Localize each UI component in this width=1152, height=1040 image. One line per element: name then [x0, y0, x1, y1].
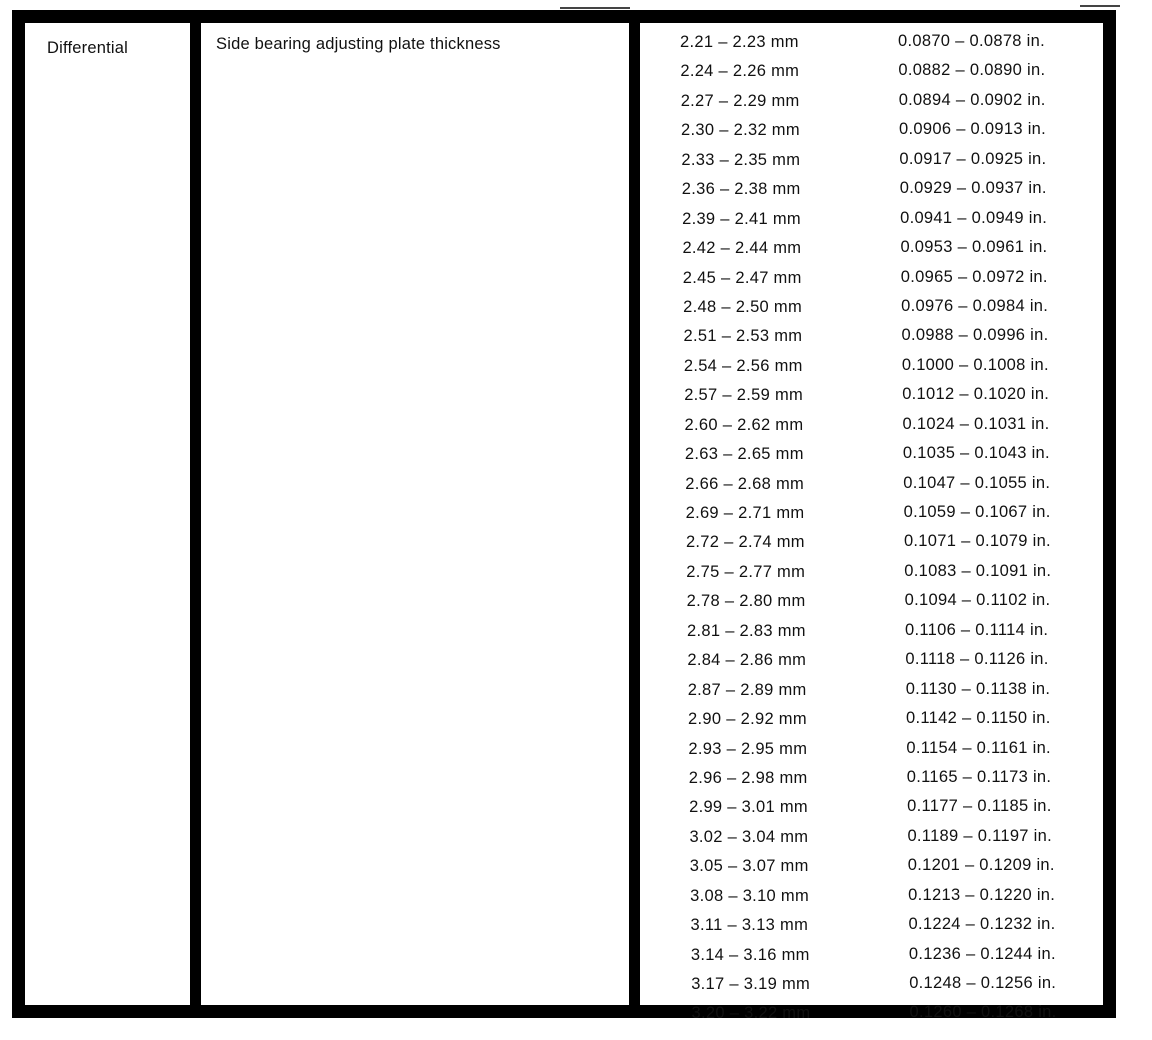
- thickness-inch: 0.1106 – 0.1114 in.: [905, 620, 1049, 639]
- thickness-mm: 2.69 – 2.71 mm: [685, 504, 805, 522]
- thickness-mm: 2.36 – 2.38 mm: [681, 180, 801, 199]
- thickness-inch: 0.1142 – 0.1150 in.: [906, 709, 1051, 728]
- values-list: [640, 29, 1103, 1030]
- value-row: [645, 471, 1108, 500]
- thickness-mm: 2.81 – 2.83 mm: [687, 621, 806, 640]
- thickness-inch: 0.1059 – 0.1067 in.: [903, 503, 1051, 521]
- thickness-mm: 2.33 – 2.35 mm: [681, 150, 801, 169]
- thickness-inch: 0.1000 – 0.1008 in.: [901, 355, 1049, 374]
- thickness-inch: 0.1177 – 0.1185 in.: [907, 797, 1052, 816]
- thickness-inch: 0.1165 – 0.1173 in.: [906, 767, 1052, 786]
- value-row: [641, 88, 1104, 117]
- thickness-inch: 0.1035 – 0.1043 in.: [902, 444, 1050, 463]
- thickness-mm: 2.21 – 2.23 mm: [680, 33, 799, 51]
- value-row: [650, 853, 1113, 882]
- value-row: [646, 529, 1109, 558]
- thickness-inch: 0.1024 – 0.1031 in.: [902, 414, 1050, 433]
- value-row: [643, 294, 1106, 323]
- value-row: [644, 323, 1107, 352]
- thickness-mm: 2.96 – 2.98 mm: [688, 768, 808, 787]
- thickness-inch: 0.1012 – 0.1020 in.: [902, 385, 1050, 404]
- thickness-inch: 0.1213 – 0.1220 in.: [908, 885, 1056, 904]
- thickness-mm: 2.57 – 2.59 mm: [684, 386, 804, 405]
- thickness-inch: 0.1189 – 0.1197 in.: [907, 826, 1052, 845]
- thickness-inch: 0.1047 – 0.1055 in.: [903, 473, 1051, 492]
- thickness-mm: 2.66 – 2.68 mm: [685, 474, 805, 493]
- thickness-inch: 0.1236 – 0.1244 in.: [908, 944, 1056, 963]
- value-row: [641, 117, 1104, 146]
- item-label: Side bearing adjusting plate thickness: [216, 35, 501, 53]
- value-row: [648, 736, 1111, 765]
- value-row: [647, 618, 1110, 647]
- value-row: [640, 58, 1103, 87]
- thickness-mm: 2.60 – 2.62 mm: [684, 415, 804, 434]
- thickness-mm: 2.75 – 2.77 mm: [686, 562, 806, 581]
- value-row: [646, 500, 1109, 529]
- value-row: [649, 824, 1112, 853]
- thickness-mm: 3.02 – 3.04 mm: [689, 827, 809, 846]
- thickness-mm: 2.78 – 2.80 mm: [686, 592, 806, 611]
- thickness-mm: 2.72 – 2.74 mm: [685, 533, 805, 552]
- component-label: Differential: [47, 39, 128, 57]
- thickness-inch: 0.0953 – 0.0961 in.: [900, 238, 1048, 257]
- value-row: [650, 883, 1113, 912]
- thickness-inch: 0.0870 – 0.0878 in.: [898, 32, 1045, 50]
- value-row: [644, 353, 1107, 382]
- thickness-mm: 2.87 – 2.89 mm: [687, 680, 807, 699]
- thickness-mm: 2.24 – 2.26 mm: [680, 62, 800, 81]
- value-row: [640, 29, 1103, 58]
- value-row: [644, 382, 1107, 411]
- scan-mark: [1080, 5, 1120, 7]
- thickness-mm: 2.27 – 2.29 mm: [680, 91, 800, 110]
- thickness-inch: 0.1118 – 0.1126 in.: [905, 650, 1049, 669]
- thickness-inch: 0.0894 – 0.0902 in.: [898, 90, 1046, 109]
- value-row: [652, 1000, 1115, 1029]
- thickness-mm: 2.51 – 2.53 mm: [683, 327, 803, 346]
- thickness-inch: 0.1071 – 0.1079 in.: [903, 532, 1051, 551]
- thickness-mm: 3.20 – 3.22 mm: [691, 1004, 811, 1023]
- thickness-mm: 2.63 – 2.65 mm: [684, 445, 804, 464]
- thickness-mm: 2.54 – 2.56 mm: [683, 356, 803, 375]
- value-row: [645, 441, 1108, 470]
- value-row: [648, 706, 1111, 735]
- value-row: [647, 588, 1110, 617]
- value-row: [651, 912, 1114, 941]
- value-row: [645, 412, 1108, 441]
- thickness-mm: 2.90 – 2.92 mm: [688, 710, 807, 729]
- value-row: [641, 147, 1104, 176]
- thickness-mm: 2.45 – 2.47 mm: [682, 268, 802, 287]
- value-row: [647, 647, 1110, 676]
- thickness-mm: 3.17 – 3.19 mm: [691, 975, 811, 993]
- thickness-mm: 2.84 – 2.86 mm: [687, 651, 807, 670]
- thickness-inch: 0.0988 – 0.0996 in.: [901, 326, 1049, 345]
- thickness-inch: 0.1201 – 0.1209 in.: [907, 856, 1055, 875]
- item-column: [201, 23, 640, 1005]
- thickness-inch: 0.0929 – 0.0937 in.: [899, 179, 1047, 198]
- value-row: [642, 206, 1105, 235]
- thickness-mm: 3.11 – 3.13 mm: [690, 916, 809, 935]
- value-row: [648, 677, 1111, 706]
- thickness-mm: 2.99 – 3.01 mm: [689, 798, 808, 817]
- component-column: [25, 23, 201, 1005]
- thickness-mm: 2.42 – 2.44 mm: [682, 239, 802, 258]
- thickness-inch: 0.0941 – 0.0949 in.: [900, 208, 1048, 227]
- thickness-mm: 2.93 – 2.95 mm: [688, 739, 808, 758]
- value-row: [649, 765, 1112, 794]
- thickness-mm: 2.30 – 2.32 mm: [681, 121, 800, 140]
- thickness-inch: 0.1154 – 0.1161 in.: [906, 738, 1051, 757]
- thickness-inch: 0.1094 – 0.1102 in.: [904, 591, 1051, 610]
- thickness-mm: 3.05 – 3.07 mm: [689, 857, 809, 876]
- thickness-inch: 0.1248 – 0.1256 in.: [909, 974, 1057, 992]
- specification-table: [12, 10, 1116, 1023]
- thickness-inch: 0.0882 – 0.0890 in.: [898, 61, 1046, 80]
- value-row: [642, 235, 1105, 264]
- thickness-mm: 2.48 – 2.50 mm: [683, 297, 803, 316]
- scan-mark: [560, 7, 630, 9]
- value-row: [642, 176, 1105, 205]
- thickness-mm: 3.08 – 3.10 mm: [690, 886, 810, 905]
- thickness-inch: 0.0917 – 0.0925 in.: [899, 149, 1047, 168]
- thickness-inch: 0.0976 – 0.0984 in.: [901, 296, 1049, 315]
- value-row: [643, 265, 1106, 294]
- thickness-inch: 0.1224 – 0.1232 in.: [908, 915, 1056, 934]
- thickness-mm: 3.14 – 3.16 mm: [690, 945, 810, 964]
- value-row: [649, 794, 1112, 823]
- thickness-inch: 0.1130 – 0.1138 in.: [905, 679, 1051, 698]
- thickness-mm: 2.39 – 2.41 mm: [682, 209, 801, 228]
- value-row: [651, 971, 1114, 1000]
- thickness-inch: 0.0965 – 0.0972 in.: [900, 267, 1048, 286]
- thickness-inch: 0.0906 – 0.0913 in.: [899, 120, 1047, 139]
- value-row: [646, 559, 1109, 588]
- thickness-inch: 0.1260 – 0.1268 in.: [909, 1003, 1057, 1022]
- values-column: [640, 23, 1103, 1023]
- value-row: [651, 942, 1114, 971]
- thickness-inch: 0.1083 – 0.1091 in.: [904, 561, 1052, 580]
